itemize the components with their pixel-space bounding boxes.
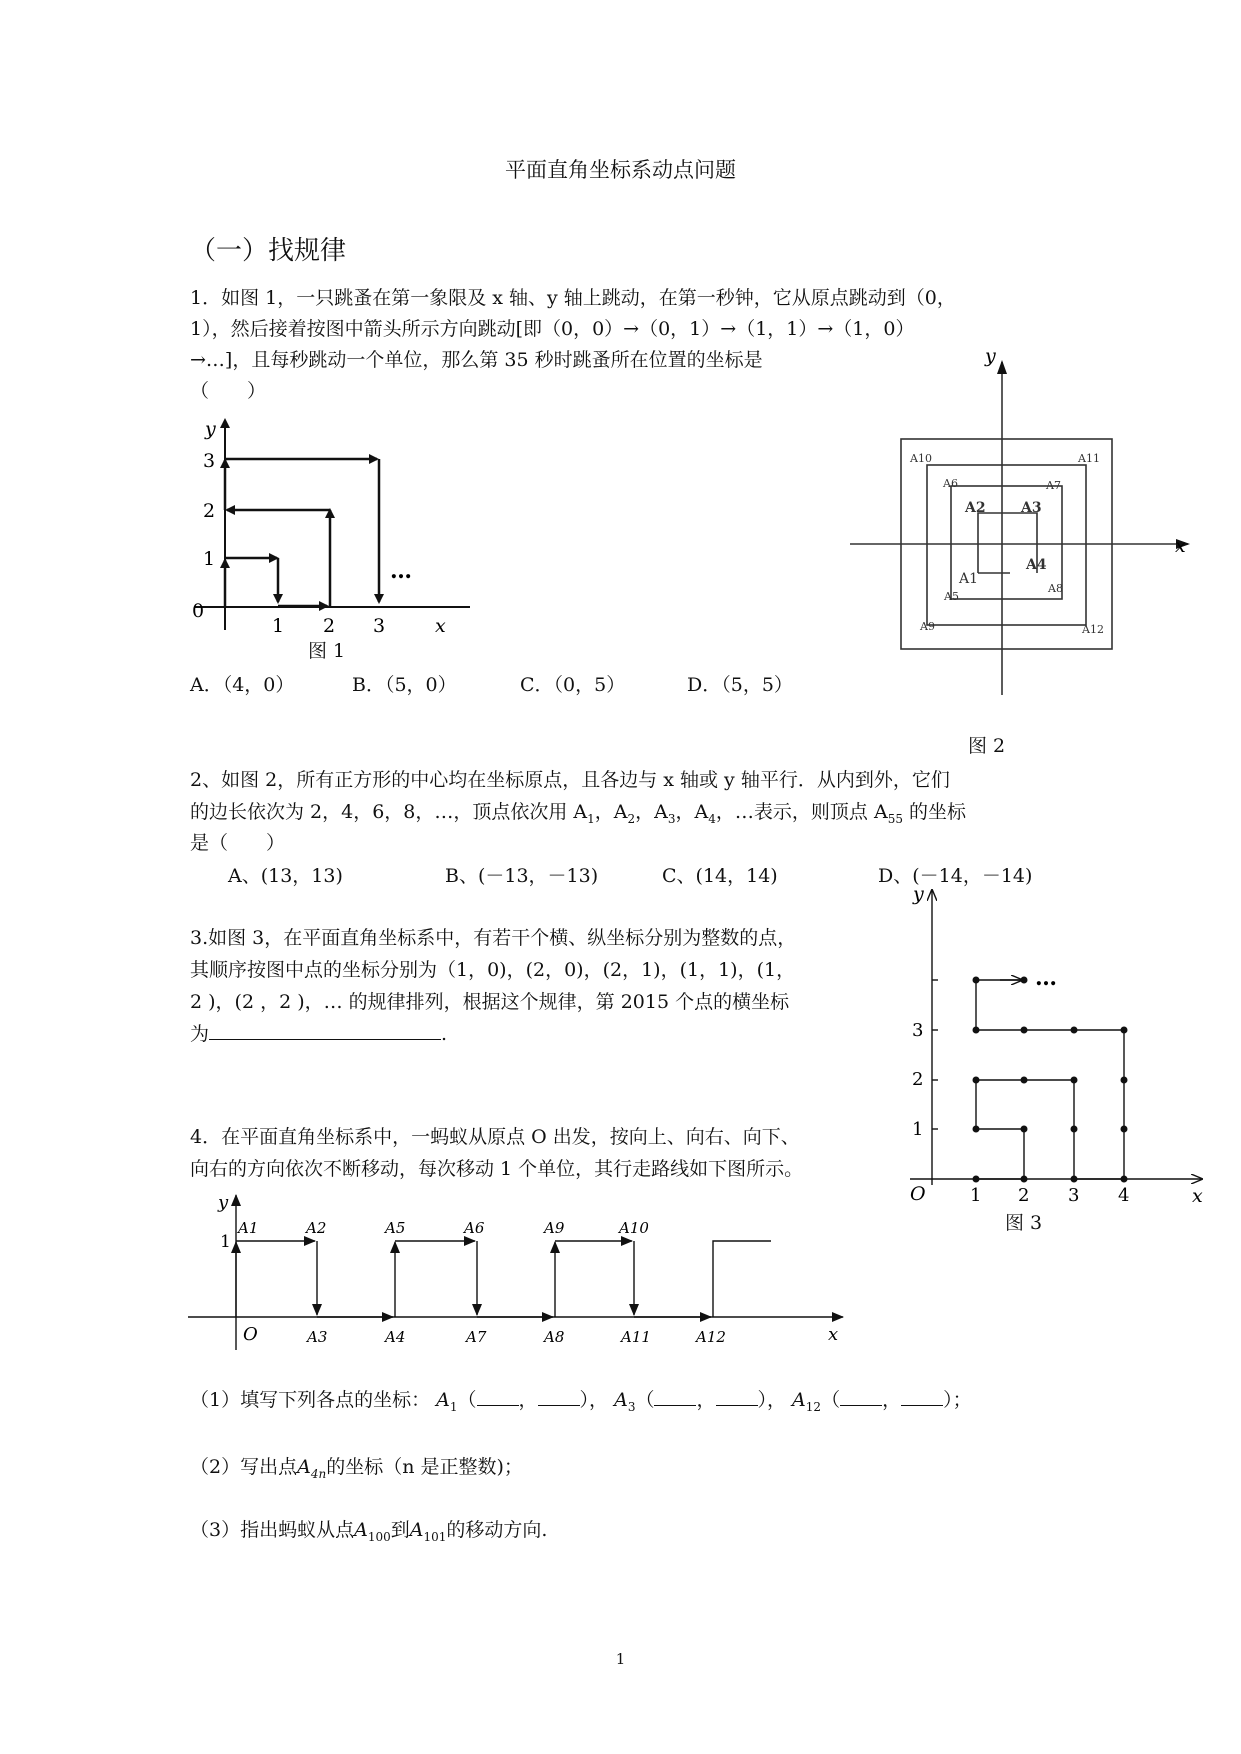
fig2-caption: 图 2 xyxy=(968,735,1006,757)
fig4-x-label: x xyxy=(828,1324,839,1345)
fig4-label-a8: A8 xyxy=(544,1328,565,1346)
fig1-xtick-2: 2 xyxy=(323,615,336,637)
a1-x-blank[interactable] xyxy=(477,1385,519,1406)
figure-3 xyxy=(880,885,1210,1210)
fig2-label-a11: A11 xyxy=(1078,452,1100,465)
q3-line1: 3.如图 3，在平面直角坐标系中，有若干个横、纵坐标分别为整数的点， xyxy=(190,927,797,949)
fig4-label-a4: A4 xyxy=(385,1328,406,1346)
q3-answer-blank[interactable] xyxy=(209,1019,441,1040)
fig2-x-label: x xyxy=(1175,535,1186,557)
q1-line4: （ ） xyxy=(190,380,267,402)
q1-option-c: C．（0，5） xyxy=(520,674,626,696)
page-title: 平面直角坐标系动点问题 xyxy=(505,158,736,182)
fig1-ytick-1: 1 xyxy=(203,548,216,570)
fig2-y-label: y xyxy=(985,350,996,367)
fig3-ytick-1: 1 xyxy=(912,1119,924,1140)
q4-line1: 4．在平面直角坐标系中，一蚂蚁从原点 O 出发，按向上、向右、向下、 xyxy=(190,1126,800,1148)
fig3-ticks xyxy=(932,980,938,1129)
fig3-ellipsis: … xyxy=(1035,965,1057,991)
fig3-xtick-1: 1 xyxy=(970,1185,982,1206)
q3-line2: 其顺序按图中点的坐标分别为（1，0)，(2，0)，(2，1)，(1，1)，(1， xyxy=(190,959,796,981)
fig3-caption: 图 3 xyxy=(1005,1212,1043,1234)
q1-option-b: B．（5，0） xyxy=(352,674,457,696)
fig4-label-a7: A7 xyxy=(466,1328,487,1346)
fig3-ytick-3: 3 xyxy=(912,1020,924,1041)
fig1-ytick-2: 2 xyxy=(203,500,216,522)
q3-line3: 2 )，(2 ，2 )，… 的规律排列，根据这个规律，第 2015 个点的横坐标 xyxy=(190,991,790,1013)
q1-line1: 1．如图 1，一只跳蚤在第一象限及 x 轴、y 轴上跳动，在第一秒钟，它从原点跳动到（0， xyxy=(190,287,956,309)
fig3-x-label: x xyxy=(1192,1185,1203,1207)
fig3-xtick-4: 4 xyxy=(1118,1185,1130,1206)
fig4-label-a2: A2 xyxy=(306,1219,327,1237)
fig3-y-label: y xyxy=(913,885,924,905)
q2-line1: 2、如图 2，所有正方形的中心均在坐标原点，且各边与 x 轴或 y 轴平行．从内到外，它们 xyxy=(190,769,950,791)
q4-part3: （3）指出蚂蚁从点$A_{100}$到$A_{101}$的移动方向. xyxy=(190,1519,548,1544)
q2-option-a: A、(13，13) xyxy=(228,865,343,887)
fig3-path xyxy=(976,980,1124,1179)
q1-option-d: D．（5，5） xyxy=(687,674,793,696)
a3-x-blank[interactable] xyxy=(654,1385,696,1406)
fig1-origin: 0 xyxy=(192,600,205,622)
a3-y-blank[interactable] xyxy=(716,1385,758,1406)
q3-line4: 为 . xyxy=(190,1019,447,1049)
fig3-xtick-2: 2 xyxy=(1018,1185,1030,1206)
q1-line2: 1），然后接着按图中箭头所示方向跳动[即（0，0）→（0，1）→（1，1）→（1，0） xyxy=(190,318,915,340)
fig4-label-a9: A9 xyxy=(544,1219,565,1237)
fig1-ytick-3: 3 xyxy=(203,450,216,472)
q1-option-a: A．（4，0） xyxy=(190,674,295,696)
q2-option-c: C、(14，14) xyxy=(662,865,778,887)
a1-y-blank[interactable] xyxy=(538,1385,580,1406)
fig1-caption: 图 1 xyxy=(308,640,346,662)
section-heading: （一）找规律 xyxy=(190,236,347,266)
fig4-path xyxy=(236,1241,771,1317)
fig4-label-a10: A10 xyxy=(619,1219,649,1237)
fig4-label-a5: A5 xyxy=(385,1219,406,1237)
q4-line2: 向右的方向依次不断移动，每次移动 1 个单位，其行走路线如下图所示。 xyxy=(190,1158,804,1180)
fig4-label-a6: A6 xyxy=(464,1219,485,1237)
fig2-label-a6: A6 xyxy=(943,477,958,490)
fig2-label-a1: A1 xyxy=(959,571,979,587)
figure-1 xyxy=(185,410,475,650)
fig4-label-a11: A11 xyxy=(621,1328,651,1346)
a12-x-blank[interactable] xyxy=(840,1385,882,1406)
fig3-ytick-2: 2 xyxy=(912,1069,924,1090)
fig1-path xyxy=(225,459,379,607)
q2-option-b: B、(－13，－13) xyxy=(445,865,599,887)
fig2-label-a12: A12 xyxy=(1082,623,1104,636)
fig1-x-label: x xyxy=(435,615,446,637)
fig2-label-a8: A8 xyxy=(1048,582,1063,595)
fig4-label-a1: A1 xyxy=(238,1219,259,1237)
fig2-label-a7: A7 xyxy=(1046,479,1061,492)
fig4-y-label: y xyxy=(218,1192,229,1213)
fig4-label-a3: A3 xyxy=(307,1328,328,1346)
a12-y-blank[interactable] xyxy=(901,1385,943,1406)
fig1-ellipsis: … xyxy=(390,558,412,584)
fig2-label-a9: A9 xyxy=(920,620,935,633)
figure-4 xyxy=(188,1190,863,1350)
fig1-xtick-3: 3 xyxy=(373,615,386,637)
q4-part2: （2）写出点$A_{4n}$的坐标（n 是正整数)； xyxy=(190,1456,523,1481)
q1-line3: →…]，且每秒跳动一个单位，那么第 35 秒时跳蚤所在位置的坐标是 xyxy=(190,349,763,371)
fig3-origin: O xyxy=(910,1183,926,1205)
fig4-label-a12: A12 xyxy=(696,1328,726,1346)
fig4-origin: O xyxy=(243,1324,258,1345)
fig2-label-a3: A3 xyxy=(1021,500,1042,516)
q2-line2: 的边长依次为 2，4，6，8，…，顶点依次用 $A_1$，$A_2$，$A_3$，$A_4$，…表示，则顶点 $A_{55}$ 的坐标 xyxy=(190,801,967,826)
fig1-xtick-1: 1 xyxy=(272,615,285,637)
page-number: 1 xyxy=(615,1650,626,1668)
q4-part1: （1）填写下列各点的坐标： $A_1$（ ， ）， $A_3$（ ， ）， $A_{12}$（ ， ）； xyxy=(190,1385,972,1422)
fig2-label-a2: A2 xyxy=(965,500,986,516)
q2-option-d: D、(－14，－14) xyxy=(878,865,1033,887)
fig2-label-a10: A10 xyxy=(910,452,932,465)
fig2-label-a4: A4 xyxy=(1026,557,1047,573)
fig4-ytick-1: 1 xyxy=(220,1232,231,1252)
q2-line3: 是（ ） xyxy=(190,832,286,854)
fig3-xtick-3: 3 xyxy=(1068,1185,1080,1206)
figure-2 xyxy=(850,350,1195,695)
fig2-label-a5: A5 xyxy=(944,590,959,603)
fig1-y-label: y xyxy=(205,418,216,440)
